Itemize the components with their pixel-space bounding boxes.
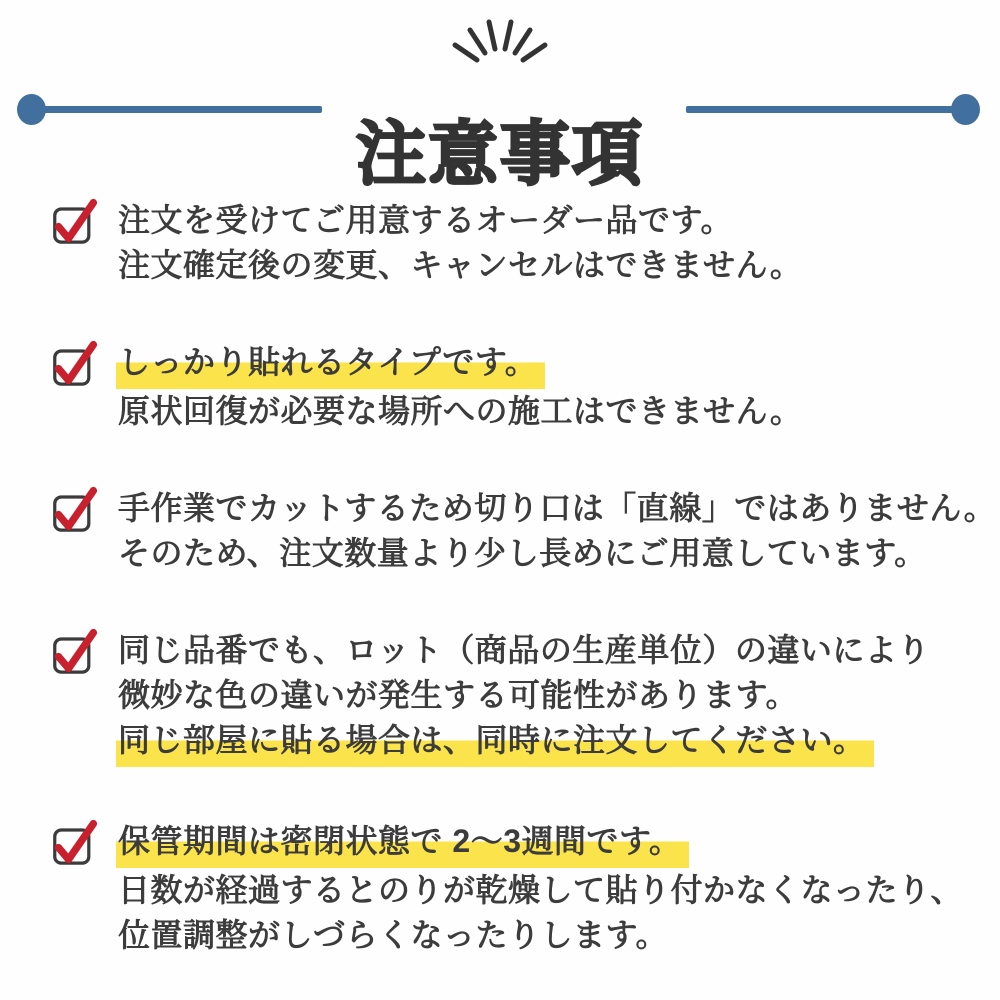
- notice-line: [118, 913, 963, 958]
- emphasis-rays-icon: [437, 10, 563, 64]
- notice-line: [118, 198, 802, 243]
- notice-item: [52, 486, 1000, 576]
- checkbox-checked-icon: [52, 196, 98, 246]
- notice-line: [118, 819, 963, 868]
- notice-line: [118, 531, 996, 576]
- notice-item: [52, 340, 1000, 434]
- notice-item: [52, 628, 1000, 767]
- notice-line: [118, 628, 930, 673]
- highlighted-text: しっかり貼れるタイプです。: [116, 340, 545, 389]
- highlighted-text: 同じ部屋に貼る場合は、同時に注文してください。: [116, 718, 874, 767]
- checkbox-checked-icon: [52, 484, 98, 534]
- notice-line: [118, 718, 930, 767]
- page-title: 注意事項: [356, 114, 644, 193]
- notice-line-text: 手作業でカットするため切り口は「直線」ではありません。: [118, 490, 997, 526]
- notice-line-text: 微妙な色の違いが発生する可能性があります。: [118, 677, 798, 713]
- notice-line-text: 日数が経過するとのりが乾燥して貼り付かなくなったり、: [118, 872, 964, 908]
- notice-line-text: 注文確定後の変更、キャンセルはできません。: [118, 247, 803, 283]
- checkbox-checked-icon: [52, 817, 98, 867]
- checkbox-checked-icon: [52, 626, 98, 676]
- notice-item: [52, 819, 1000, 958]
- notice-line-text: 位置調整がしづらくなったりします。: [118, 917, 668, 953]
- notice-text-block: [118, 198, 802, 288]
- notice-line-text: 注文を受けてご用意するオーダー品です。: [118, 202, 733, 238]
- notice-line-text: 同じ品番でも、ロット（商品の生産単位）の違いにより: [118, 632, 930, 668]
- notice-text-block: [118, 486, 996, 576]
- notice-item: [52, 198, 1000, 288]
- notice-line: [118, 389, 802, 434]
- checkbox-checked-icon: [52, 338, 98, 388]
- highlighted-text: 保管期間は密閉状態で 2～3週間です。: [116, 819, 689, 868]
- notice-line: [118, 243, 802, 288]
- notice-line: [118, 340, 802, 389]
- notice-line-text: 原状回復が必要な場所への施工はできません。: [118, 393, 803, 429]
- page-header: [0, 0, 1000, 193]
- notice-line-text: そのため、注文数量より少し長めにご用意しています。: [118, 535, 927, 571]
- notice-text-block: [118, 628, 930, 767]
- notice-line: [118, 486, 996, 531]
- header-right-line: [686, 106, 965, 113]
- notice-checklist: [0, 172, 1000, 958]
- header-right-dot: [951, 94, 980, 125]
- notice-line: [118, 868, 963, 913]
- notice-line: [118, 673, 930, 718]
- notice-text-block: [118, 340, 802, 434]
- notice-text-block: [118, 819, 963, 958]
